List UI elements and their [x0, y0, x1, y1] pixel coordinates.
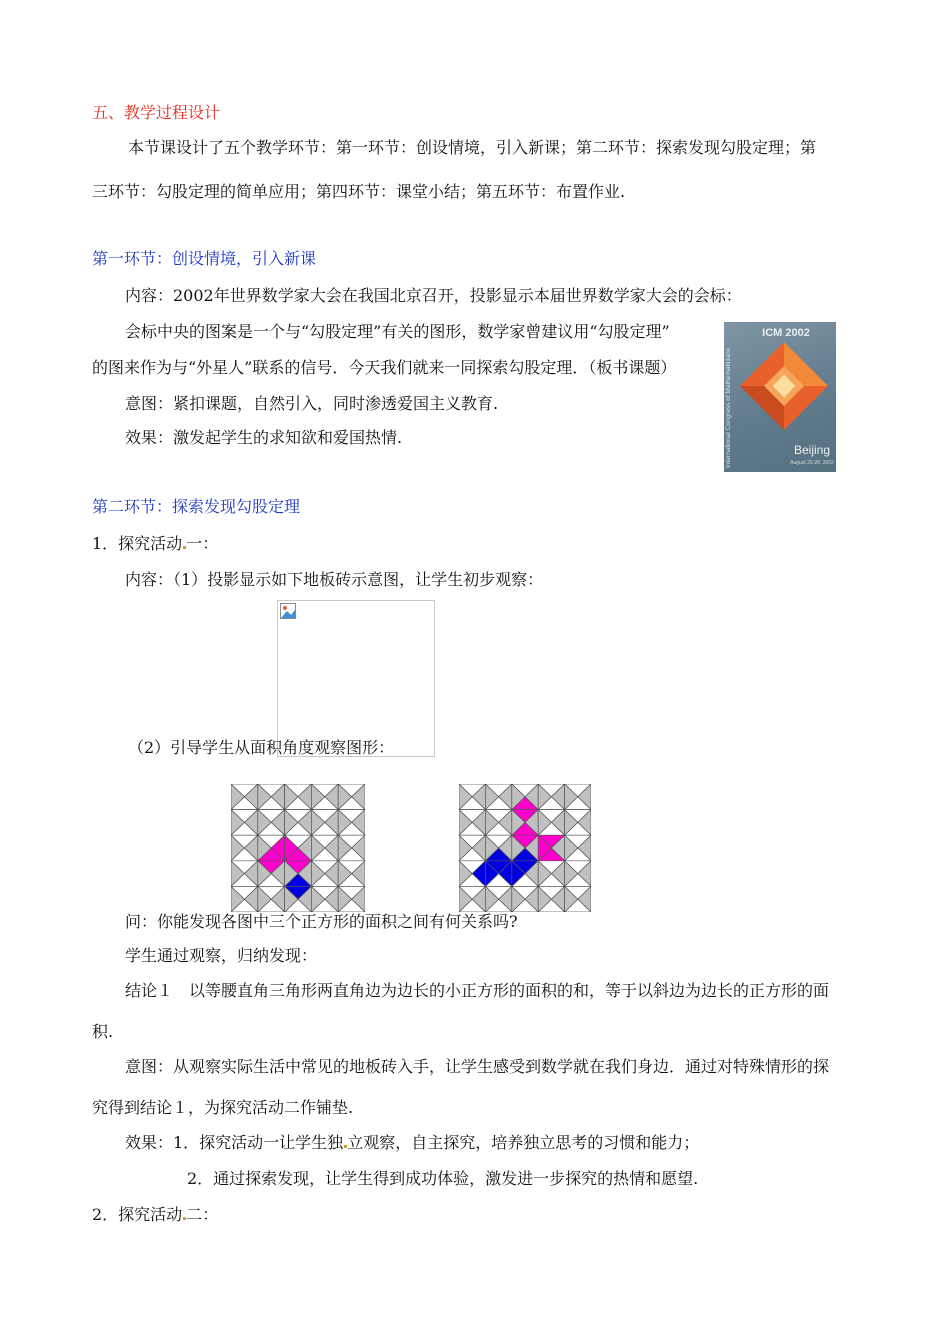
- tile-figure-left: [231, 784, 365, 912]
- activity1-content-1: 内容：（1）投影显示如下地板砖示意图，让学生初步观察：: [125, 570, 544, 589]
- logo-dates: August 20-28, 2002: [790, 460, 834, 466]
- part1-content: 内容：2002年世界数学家大会在我国北京召开，投影显示本届世界数学家大会的会标：: [125, 286, 742, 305]
- question-line: 问：你能发现各图中三个正方形的面积之间有何关系吗?: [125, 912, 518, 931]
- activity1-heading: 1．探究活动 一：: [92, 534, 219, 553]
- effect-line-2: 2．通过探索发现，让学生得到成功体验，激发进一步探究的热情和愿望.: [187, 1169, 699, 1188]
- tile-figure-right: [459, 784, 591, 912]
- intent-line-b: 究得到结论１，为探究活动二作铺垫.: [92, 1098, 354, 1117]
- conclusion-line-a: 结论１ 以等腰直角三角形两直角边为边长的小正方形的面积的和，等于以斜边为边长的正方形的面: [125, 981, 830, 1000]
- logo-top-text: ICM 2002: [762, 327, 810, 339]
- part1-heading: 第一环节：创设情境，引入新课: [92, 249, 317, 268]
- activity1-content-2: （2）引导学生从面积角度观察图形：: [128, 738, 395, 757]
- broken-image-icon: [280, 603, 296, 619]
- logo-city: Beijing: [793, 443, 831, 457]
- floor-tile-image-placeholder: [277, 600, 435, 757]
- icm-2002-logo: [724, 322, 836, 472]
- section-title: 五、教学过程设计: [92, 103, 221, 122]
- part1-para-a: 会标中央的图案是一个与“勾股定理”有关的图形，数学家曾建议用“勾股定理”: [125, 322, 670, 341]
- activity2-heading: 2．探究活动 二：: [92, 1205, 219, 1224]
- intro-line-2: 三环节：勾股定理的简单应用；第四环节：课堂小结；第五环节：布置作业.: [92, 182, 626, 201]
- intro-line-1: 本节课设计了五个教学环节：第一环节：创设情境，引入新课；第二环节：探索发现勾股定理；第: [128, 138, 817, 157]
- logo-side-text: International Congress of Mathematicians: [725, 348, 732, 468]
- part1-effect: 效果：激发起学生的求知欲和爱国热情.: [125, 428, 403, 447]
- part1-para-b: 的图来作为与“外星人”联系的信号．今天我们就来一同探索勾股定理．（板书课题）: [92, 358, 677, 377]
- conclusion-line-b: 积.: [92, 1022, 114, 1041]
- part2-heading: 第二环节：探索发现勾股定理: [92, 497, 301, 516]
- observe-line: 学生通过观察，归纳发现：: [125, 946, 318, 965]
- effect-line-1: 效果：1．探究活动一让学生独 立观察，自主探究，培养独立思考的习惯和能力；: [125, 1133, 700, 1152]
- part1-intent: 意图：紧扣课题，自然引入，同时渗透爱国主义教育.: [125, 394, 499, 413]
- intent-line-a: 意图：从观察实际生活中常见的地板砖入手，让学生感受到数学就在我们身边．通过对特殊情形的探: [125, 1057, 830, 1076]
